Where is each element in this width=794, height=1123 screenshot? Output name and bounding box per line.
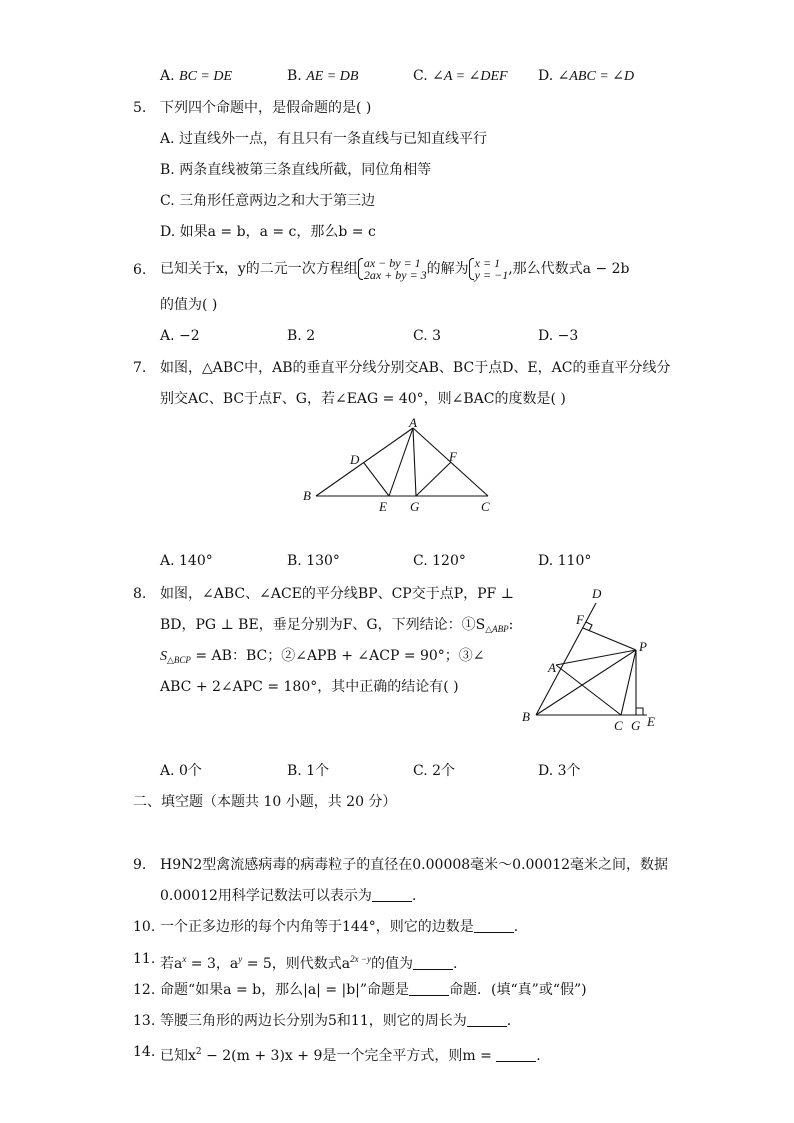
q7-option-d: D. 110°: [538, 553, 592, 569]
q10-number: 10.: [133, 919, 156, 935]
q8-segment-ac: [556, 665, 621, 715]
q7-stem-line2: 别交AC、BC于点F、G，若∠EAG = 40°，则∠BAC的度数是( ): [160, 391, 566, 407]
q8-stem-line3: $S_{\triangle BCP}$ = AB：BC；②∠APB + ∠ACP = 90°；③∠: [160, 648, 485, 665]
q7-label-a: A: [409, 415, 417, 430]
q8-option-b: B. 1个: [287, 763, 330, 779]
q9-line2: 0.00012用科学记数法可以表示为 .: [160, 888, 417, 904]
q7-label-d: D: [350, 452, 360, 467]
q8-label-d: D: [592, 586, 602, 601]
q8-label-f: F: [576, 612, 584, 627]
q13-answer-blank[interactable]: [467, 1012, 507, 1027]
q5-option-b: B. 两条直线被第三条直线所截，同位角相等: [160, 162, 432, 178]
q8-stem-line1: 如图，∠ABC、∠ACE的平分线BP、CP交于点P，PF ⊥: [160, 586, 514, 602]
q10-text: 一个正多边形的每个内角等于144°，则它的边数是 .: [160, 919, 519, 935]
q7-segment-fg: [416, 462, 451, 496]
q6-number: 6.: [133, 262, 147, 278]
q11-number: 11.: [133, 951, 156, 967]
q9-number: 9.: [133, 857, 147, 873]
q7-segment-de: [364, 463, 389, 496]
q5-number: 5.: [133, 100, 147, 116]
q5-option-c: C. 三角形任意两边之和大于第三边: [160, 193, 376, 209]
q11-answer-blank[interactable]: [413, 955, 453, 970]
q9-line1: H9N2型禽流感病毒的病毒粒子的直径在0.00008毫米～0.00012毫米之间，数据: [160, 857, 669, 873]
q7-option-c: C. 120°: [413, 553, 466, 569]
q13-number: 13.: [133, 1013, 156, 1029]
q8-option-d: D. 3个: [538, 763, 581, 779]
q5-stem: 下列四个命题中，是假命题的是( ): [160, 100, 372, 116]
q6-equation-system: ax − by = 1 2ax + by = 3: [358, 257, 427, 281]
q8-segment-cp: [621, 650, 636, 715]
q7-label-b: B: [303, 488, 311, 503]
q9-answer-blank[interactable]: [372, 887, 412, 902]
q4-option-c: C. ∠A = ∠DEF: [413, 68, 508, 84]
q14-answer-blank[interactable]: [496, 1047, 536, 1062]
q7-segment-ab: [316, 428, 413, 496]
q7-label-c: C: [481, 499, 490, 514]
q8-right-angle-mark-g: [636, 708, 643, 715]
q7-label-g: G: [410, 499, 420, 514]
q8-label-a: A: [548, 660, 556, 675]
q6-solution-system: x = 1 y = −1: [469, 257, 509, 281]
q8-option-a: A. 0个: [160, 763, 202, 779]
q14-number: 14.: [133, 1044, 156, 1060]
q7-segment-ag: [413, 428, 416, 496]
q7-option-a: A. 140°: [160, 553, 213, 569]
q8-segment-pf: [583, 628, 636, 650]
q10-answer-blank[interactable]: [474, 918, 514, 933]
q8-angle-bisector-figure: [515, 583, 665, 738]
q4-option-b: B. AE = DB: [287, 68, 359, 84]
q8-label-c: C: [614, 718, 623, 733]
q7-option-b: B. 130°: [287, 553, 340, 569]
q8-label-p: P: [639, 639, 647, 654]
q8-label-e: E: [647, 714, 655, 729]
q6-option-d: D. −3: [538, 328, 579, 344]
q8-label-b: B: [522, 709, 530, 724]
q4-option-d: D. ∠ABC = ∠D: [538, 68, 635, 84]
q6-stem-line2: 的值为( ): [160, 297, 218, 313]
q13-text: 等腰三角形的两边长分别为5和11，则它的周长为 .: [160, 1013, 512, 1029]
section-title-fill-in: 二、填空题（本题共 10 小题，共 20 分）: [133, 794, 397, 810]
q8-label-g: G: [631, 718, 641, 733]
q12-number: 12.: [133, 982, 156, 998]
q8-number: 8.: [133, 586, 147, 602]
q8-stem-line2: BD，PG ⊥ BE，垂足分别为F、G，下列结论：$①S_{\triangle ABP}$:: [160, 617, 514, 634]
q14-text: 已知$x^2 - 2(m + 3)x + 9$是一个完全平方式，则m = .: [160, 1047, 541, 1064]
q6-option-c: C. 3: [413, 328, 442, 344]
q7-label-f: F: [449, 449, 457, 464]
q7-triangle-figure: [300, 415, 500, 515]
q6-stem-line1: 已知关于x，y的二元一次方程组 ax − by = 1 2ax + by = 3的解为 x = 1 y = −1,那么代数式a − 2b: [160, 256, 630, 282]
q6-option-b: B. 2: [287, 328, 316, 344]
q4-option-a: A. BC = DE: [160, 68, 233, 84]
q8-option-c: C. 2个: [413, 763, 456, 779]
q12-answer-blank[interactable]: [409, 981, 449, 996]
q11-text: 若$a^x = 3$，$a^y = 5$，则代数式$a^{2x -y}$的值为 .: [160, 954, 458, 972]
q5-option-a: A. 过直线外一点，有且只有一条直线与已知直线平行: [160, 131, 488, 147]
q5-option-d: D. 如果a = b，a = c，那么b = c: [160, 224, 376, 240]
q7-segment-ae: [389, 428, 413, 496]
q7-label-e: E: [379, 499, 387, 514]
q7-number: 7.: [133, 360, 147, 376]
q8-stem-line4: ABC + 2∠APC = 180°，其中正确的结论有( ): [160, 679, 459, 695]
q7-stem-line1: 如图，△ABC中，AB的垂直平分线分别交AB、BC于点D、E，AC的垂直平分线分: [160, 360, 671, 376]
q12-text: 命题“如果a = b，那么|a| = |b|”命题是 命题．(填“真”或“假”): [160, 982, 587, 998]
q6-option-a: A. −2: [160, 328, 200, 344]
